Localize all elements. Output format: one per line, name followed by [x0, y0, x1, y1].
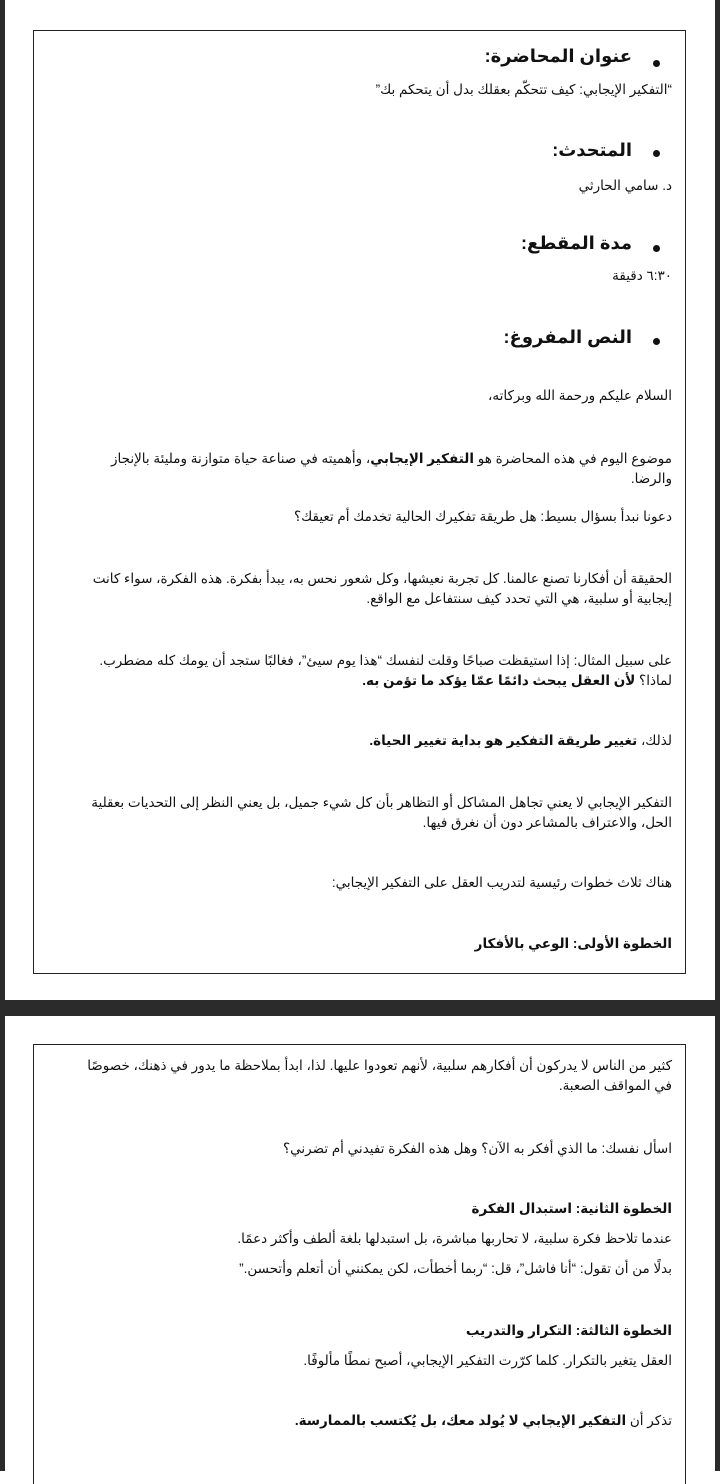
step2-title: الخطوة الثانية: استبدال الفكرة	[471, 1201, 672, 1216]
topic-emphasis: التفكير الإيجابي	[370, 451, 474, 466]
speaker-heading: المتحدث:	[552, 140, 632, 160]
topic-text: موضوع اليوم في هذه المحاضرة هو	[473, 451, 672, 466]
lecture-title-value: “التفكير الإيجابي: كيف تتحكّم بعقلك بدل أن يتحكم بك”	[375, 82, 672, 97]
step2-example: بدلًا من أن تقول: “أنا فاشل”، قل: “ربما أخطأت، لكن يمكنني أن أتعلم وأتحسن.”	[239, 1261, 672, 1276]
page-separator	[0, 1000, 720, 1016]
transcript-heading: النص المفروغ:	[503, 327, 632, 347]
remember-text: تذكر أن	[626, 1413, 672, 1428]
bullet-icon	[653, 245, 660, 252]
example-emphasis: لأن العقل يبحث دائمًا عمّا يؤكد ما تؤمن به.	[362, 673, 636, 688]
therefore-text: لذلك،	[637, 733, 672, 748]
remember-emphasis: التفكير الإيجابي لا يُولد معك، بل يُكتسب بالممارسة.	[294, 1413, 627, 1428]
meaning-paragraph: التفكير الإيجابي لا يعني تجاهل المشاكل أو التظاهر بأن كل شيء جميل، بل يعني النظر إلى التحديات بعقلية الحل، والاعتراف بالمشاعر دون أن نغرق فيها.	[91, 795, 672, 830]
step3-title: الخطوة الثالثة: التكرار والتدريب	[465, 1323, 672, 1338]
lecture-title-heading: عنوان المحاضرة:	[484, 46, 632, 66]
ask-paragraph: اسأل نفسك: ما الذي أفكر به الآن؟ وهل هذه الفكرة تفيدني أم تضرني؟	[282, 1141, 672, 1156]
truth-paragraph: الحقيقة أن أفكارنا تصنع عالمنا. كل تجربة نعيشها، وكل شعور نحس به، يبدأ بفكرة. هذه الفكرة، سواء كانت إيجابية أو سلبية، هي التي تحدد كيف سنتفاعل مع الواقع.	[92, 571, 672, 606]
topic-text-end: ، وأهميته في صناعة حياة متوازنة ومليئة بالإنجاز والرضا.	[110, 451, 672, 486]
topic-paragraph	[72, 449, 672, 489]
speaker-value: د. سامي الحارثي	[578, 178, 672, 193]
awareness-paragraph: كثير من الناس لا يدركون أن أفكارهم سلبية، لأنهم تعودوا عليها. لذا، ابدأ بملاحظة ما يدور في ذهنك، خصوصًا في المواقف الصعبة.	[87, 1058, 672, 1093]
therefore-paragraph	[72, 731, 672, 751]
greeting-text: السلام عليكم ورحمة الله وبركاته،	[488, 388, 672, 403]
bullet-icon	[653, 150, 660, 157]
bullet-icon	[653, 338, 660, 345]
step1-title: الخطوة الأولى: الوعي بالأفكار	[474, 936, 672, 951]
therefore-emphasis: تغيير طريقة التفكير هو بداية تغيير الحياة.	[369, 733, 638, 748]
example-text: على سبيل المثال: إذا استيقظت صباحًا وقلت لنفسك “هذا يوم سيئ”، فغالبًا ستجد أن يومك كله مضطرب. لماذا؟	[99, 653, 672, 688]
question-paragraph: دعونا نبدأ بسؤال بسيط: هل طريقة تفكيرك الحالية تخدمك أم تعيقك؟	[293, 509, 672, 524]
steps-intro-paragraph: هناك ثلاث خطوات رئيسية لتدريب العقل على التفكير الإيجابي:	[331, 875, 672, 890]
remember-paragraph	[72, 1411, 672, 1431]
duration-value: ٦:٣٠ دقيقة	[612, 268, 672, 283]
bullet-icon	[653, 60, 660, 67]
step3-text: العقل يتغير بالتكرار. كلما كرّرت التفكير الإيجابي، أصبح نمطًا مألوفًا.	[303, 1353, 672, 1368]
duration-heading: مدة المقطع:	[521, 233, 632, 253]
example-paragraph	[72, 651, 672, 691]
step2-text: عندما تلاحظ فكرة سلبية، لا تحاربها مباشرة، بل استبدلها بلغة ألطف وأكثر دعمًا.	[237, 1231, 672, 1246]
